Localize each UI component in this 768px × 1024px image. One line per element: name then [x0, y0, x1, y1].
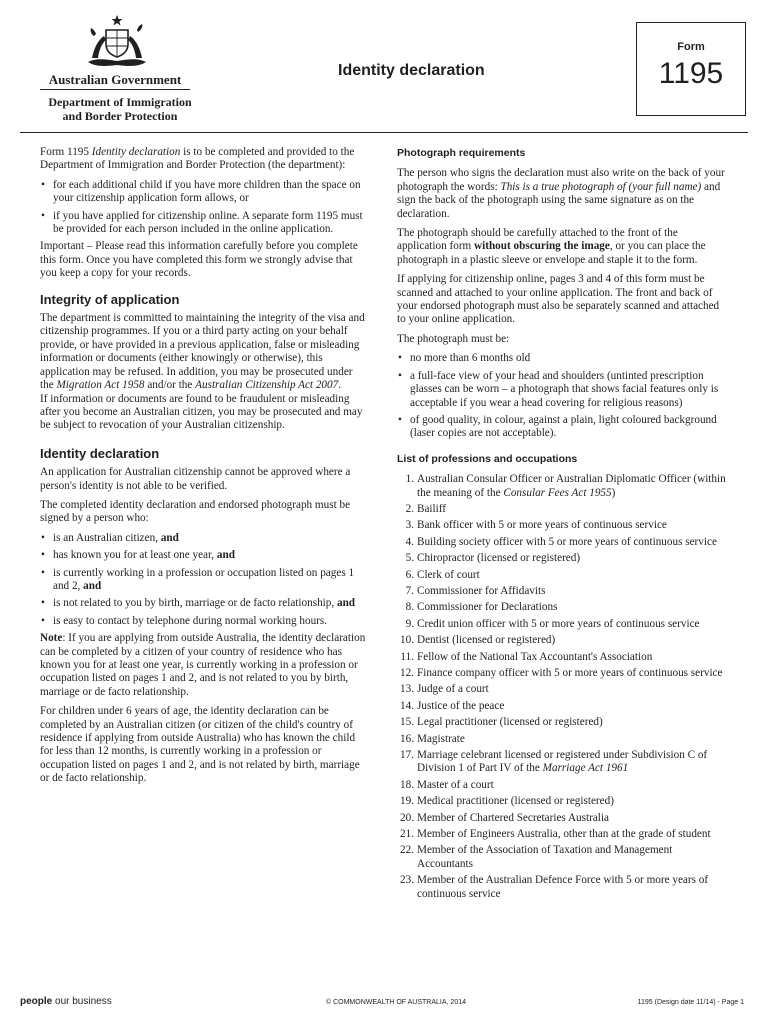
profession-item	[397, 552, 729, 565]
profession-item	[397, 683, 729, 696]
profession-item	[397, 519, 729, 532]
profession-text: Commissioner for Affidavits	[417, 584, 546, 597]
profession-text: Marriage celebrant licensed or registered under Subdivision C of Division 1 of Part IV of the	[417, 749, 708, 775]
profession-number: 23.	[400, 874, 414, 887]
integrity-heading: Integrity of application	[40, 291, 180, 307]
profession-number: 5.	[405, 552, 414, 565]
department-name	[40, 95, 200, 123]
left-column	[40, 146, 366, 792]
department-line-1: Department of Immigration	[48, 95, 192, 109]
identity-paragraph-1: An application for Australian citizenship cannot be approved where a person's identity is not able to be verified.	[40, 466, 351, 492]
list-item	[40, 549, 366, 562]
profession-number: 11.	[400, 650, 414, 663]
profession-text: Justice of the peace	[417, 699, 505, 712]
profession-item	[397, 473, 729, 500]
profession-text: Credit union officer with 5 or more years of continuous service	[417, 617, 700, 630]
profession-text: Master of a court	[417, 778, 494, 791]
list-item	[40, 597, 366, 610]
form-number: 1195	[658, 57, 724, 90]
profession-text: Bank officer with 5 or more years of continuous service	[417, 519, 667, 532]
profession-item	[397, 569, 729, 582]
list-item: • a full-face view of your head and shoulders (untinted prescription glasses can be worn – a photograph that shows facial features only is acceptable if you wear a head covering for religious reasons)	[397, 370, 729, 410]
profession-act: Marriage Act 1961	[542, 762, 629, 775]
profession-text: Medical practitioner (licensed or registered)	[417, 795, 614, 808]
profession-number: 14.	[400, 699, 414, 712]
profession-number: 21.	[400, 828, 414, 841]
profession-item	[397, 700, 729, 713]
profession-item	[397, 874, 729, 901]
list-item-text: is not related to you by birth, marriage or de facto relationship,	[53, 597, 337, 610]
profession-item	[397, 716, 729, 729]
identity-bullet-list	[40, 532, 366, 628]
important-paragraph: Important – Please read this information carefully before you complete this form. Once you have completed this form we strongly advise that you keep a copy for your records.	[40, 240, 358, 280]
profession-item	[397, 536, 729, 549]
profession-text: Commissioner for Declarations	[417, 601, 558, 614]
list-item	[40, 532, 366, 545]
profession-item	[397, 749, 729, 776]
profession-item	[397, 795, 729, 808]
list-item	[40, 615, 366, 628]
profession-item	[397, 844, 729, 871]
footer-page-info: 1195 (Design date 11/14) - Page 1	[637, 999, 744, 1006]
profession-number: 12.	[400, 667, 414, 679]
profession-number: 10.	[400, 634, 414, 647]
profession-item	[397, 634, 729, 647]
profession-text: Member of the Association of Taxation and Management Accountants	[417, 844, 673, 870]
profession-item	[397, 779, 729, 792]
form-label: Form	[677, 41, 705, 53]
list-item-text: is an Australian citizen,	[53, 531, 161, 544]
photo-paragraph-2: The photograph should be carefully attached to the front of the application form without obscuring the image, or you can place the photograph in a plastic sleeve or envelope and staple it to the form.	[397, 227, 706, 266]
profession-number: 9.	[405, 617, 414, 630]
profession-text: Legal practitioner (licensed or registered)	[417, 716, 603, 729]
profession-item	[397, 667, 729, 680]
profession-number: 7.	[405, 584, 414, 597]
photo-paragraph-1: The person who signs the declaration must also write on the back of your photograph the words: This is a true photograph of (your full name) and sign the back of the photograph using the same signature as on the declaration.	[397, 167, 725, 220]
right-column	[397, 147, 729, 904]
photo-paragraph-3: If applying for citizenship online, pages 3 and 4 of this form must be scanned and attached to your online application. The front and back of your endorsed photograph must also be separately scanned and attached to your online application.	[397, 273, 720, 326]
department-line-2: and Border Protection	[62, 109, 178, 123]
profession-number: 17.	[400, 749, 414, 762]
profession-text: Building society officer with 5 or more years of continuous service	[417, 535, 717, 548]
profession-item	[397, 733, 729, 746]
profession-text: Member of Chartered Secretaries Australia	[417, 811, 609, 824]
photo-heading: Photograph requirements	[397, 147, 526, 159]
header-divider	[20, 132, 748, 133]
profession-number: 15.	[400, 716, 414, 729]
profession-number: 8.	[405, 601, 414, 614]
professions-heading: List of professions and occupations	[397, 452, 578, 465]
identity-heading: Identity declaration	[40, 445, 160, 461]
footer-copyright: © COMMONWEALTH OF AUSTRALIA, 2014	[326, 999, 466, 1006]
integrity-paragraph: The department is committed to maintaining the integrity of the visa and citizenship programmes. If you or a third party acting on your behalf provide, or have provided in a previous application, false or misleading information or documents (either knowingly or otherwise), this application may be refused. In addition, you may be prosecuted under the Migration Act 1958 and/or the Australian Citizenship Act 2007.	[40, 312, 365, 392]
profession-item	[397, 503, 729, 516]
profession-number: 19.	[400, 795, 414, 808]
government-name: Australian Government	[48, 72, 182, 87]
profession-text: Chiropractor (licensed or registered)	[417, 552, 581, 565]
profession-number: 22.	[400, 844, 414, 857]
list-item: • for each additional child if you have more children than the space on your citizenship application form allows, or	[40, 179, 366, 206]
note-paragraph: Note: If you are applying from outside Australia, the identity declaration can be completed by a citizen of your country of residence who has known you for at least one year, is currently working in a profession or occupation listed on pages 1 and 2, and is not related to you by birth, marriage or de facto relationship.	[40, 632, 366, 698]
list-item-conjunction: and	[336, 597, 356, 610]
list-item-conjunction: and	[83, 579, 102, 592]
list-item: • if you have applied for citizenship online. A separate form 1195 must be provided for each person included in the online application.	[40, 210, 366, 237]
photo-bullet-list	[397, 352, 729, 440]
footer-brand: people our business	[20, 996, 112, 1007]
form-number-box	[636, 22, 746, 116]
list-item-conjunction: and	[216, 549, 235, 562]
profession-item	[397, 651, 729, 664]
professions-list	[397, 473, 729, 901]
list-item-text: has known you for at least one year,	[53, 549, 217, 562]
integrity-paragraph-2: If information or documents are found to be fraudulent or misleading after you become an Australian citizen, you may be prosecuted and may be subject to revocation of your Australian citizenship.	[40, 392, 363, 432]
profession-text: Bailiff	[417, 502, 447, 515]
profession-number: 13.	[400, 683, 414, 696]
list-item: • of good quality, in colour, against a plain, light coloured background (laser copies are not acceptable).	[397, 414, 729, 441]
profession-text: Magistrate	[417, 732, 465, 745]
profession-text: Member of the Australian Defence Force with 5 or more years of continuous service	[417, 874, 709, 900]
profession-suffix: )	[611, 486, 616, 499]
profession-item	[397, 812, 729, 825]
profession-number: 3.	[405, 519, 414, 532]
profession-number: 1.	[405, 473, 414, 486]
list-item: • no more than 6 months old	[397, 352, 729, 365]
profession-number: 18.	[400, 778, 414, 791]
children-paragraph: For children under 6 years of age, the identity declaration can be completed by an Australian citizen (or citizen of the child's country of residence if applying from outside Australia) who has known the child for less than 12 months, is currently working in a profession or occupation listed on pages 1 and 2, and is not related by birth, marriage or de facto relationship.	[40, 705, 360, 785]
intro-paragraph: Form 1195 Identity declaration is to be completed and provided to the Department of Immigration and Border Protection (the department):	[40, 146, 355, 172]
profession-text: Australian Consular Officer or Australian Diplomatic Officer (within the meaning of the	[417, 473, 726, 499]
profession-text: Judge of a court	[417, 683, 489, 696]
profession-text: Fellow of the National Tax Accountant's Association	[417, 650, 653, 663]
profession-number: 4.	[405, 535, 414, 548]
profession-item	[397, 618, 729, 631]
list-item-text: is currently working in a profession or occupation listed on pages 1 and 2,	[53, 566, 355, 592]
profession-item	[397, 585, 729, 598]
list-item	[40, 567, 366, 594]
profession-number: 6.	[405, 568, 414, 581]
profession-text: Finance company officer with 5 or more years of continuous service	[417, 667, 723, 679]
identity-paragraph-2: The completed identity declaration and endorsed photograph must be signed by a person who:	[40, 498, 351, 525]
list-item-conjunction: and	[160, 531, 179, 544]
profession-number: 20.	[400, 811, 414, 824]
profession-item	[397, 828, 729, 841]
profession-text: Dentist (licensed or registered)	[417, 634, 556, 647]
photo-paragraph-4: The photograph must be:	[397, 332, 510, 345]
coat-of-arms-icon	[84, 14, 150, 72]
profession-item	[397, 601, 729, 614]
profession-number: 16.	[400, 732, 414, 745]
profession-number: 2.	[405, 502, 414, 515]
page-title: Identity declaration	[338, 62, 485, 79]
profession-text: Clerk of court	[417, 568, 480, 581]
government-divider	[40, 89, 190, 90]
list-item-text: is easy to contact by telephone during normal working hours.	[53, 614, 328, 627]
profession-act: Consular Fees Act 1955	[503, 486, 612, 499]
profession-text: Member of Engineers Australia, other than at the grade of student	[417, 828, 711, 841]
intro-bullet-list	[40, 179, 366, 237]
